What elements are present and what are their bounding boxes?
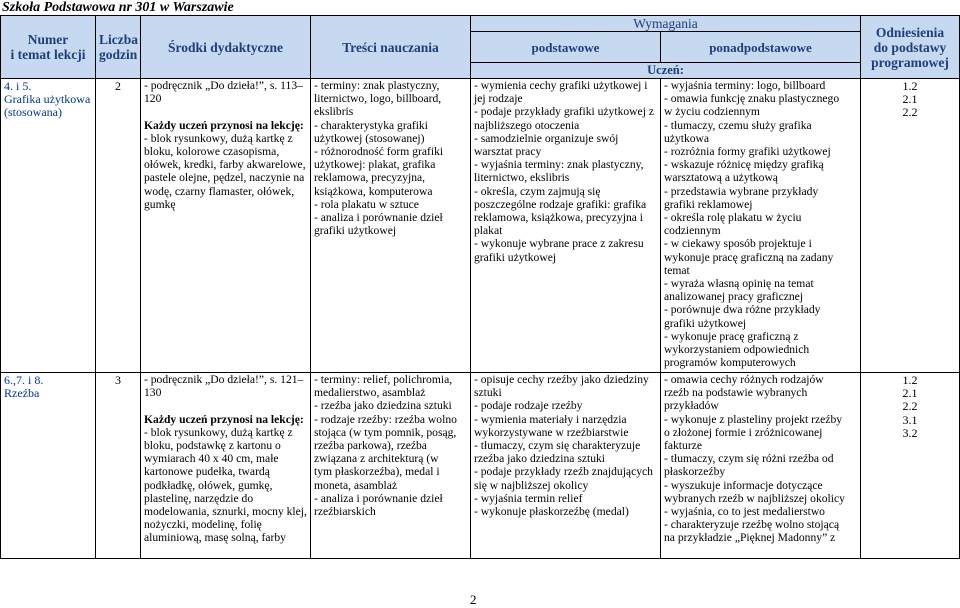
cell-line: wymiarach 40 x 40 cm, małe	[144, 452, 279, 466]
cell-line: najbliższego otoczenia	[474, 118, 580, 132]
cell-line: bloku, kolorowe czasopisma,	[144, 145, 280, 159]
cell-line	[144, 399, 307, 412]
cell-line: sztuki	[474, 386, 502, 400]
cell-line: - rola plakatu w sztuce	[314, 197, 419, 211]
cell-line: wykorzystaniem odpowiednich	[664, 343, 810, 357]
cell-line: - w ciekawy sposób projektuje i	[664, 237, 812, 251]
cell-line: - omawia funkcję znaku plastycznego	[664, 92, 840, 106]
cell-line: - wyjaśnia termin relief	[474, 491, 583, 505]
header-tresci: Treści nauczania	[311, 16, 471, 79]
cell-line: kartonowe pudełka, twardą	[144, 465, 270, 479]
cell-line: plakat	[474, 224, 503, 238]
cell-line: warsztat pracy	[474, 145, 542, 159]
srodki-cell	[141, 79, 311, 373]
cell-line: - blok rysunkowy, dużą kartkę z	[144, 131, 293, 145]
cell-line: bloku, podstawkę z kartonu o	[144, 439, 281, 453]
cell-line: - rodzaje rzeźby: rzeźba wolno	[314, 412, 457, 426]
cell-line: - rozróżnia formy grafiki użytkowej	[664, 145, 831, 159]
cell-line: moneta, asamblaż	[314, 478, 398, 492]
cell-line: 2.1	[902, 386, 918, 401]
cell-line: - wyszukuje informacje dotyczące	[664, 478, 823, 492]
cell-line: liternictwo, logo, billboard,	[314, 92, 442, 106]
refs-cell	[861, 79, 960, 373]
table-row	[1, 373, 960, 559]
podstawowe-cell	[471, 79, 661, 373]
cell-line: - tłumaczy, czym się różni rzeźba od	[664, 452, 834, 466]
cell-line: poszczególne rodzaje grafiki: grafika	[474, 197, 647, 211]
cell-line: - charakterystyka grafiki	[314, 118, 428, 132]
cell-line: płaskorzeźby	[664, 465, 726, 479]
cell-line: grafiki użytkowej	[664, 316, 747, 330]
cell-line: o złożonej formie i zróżnicowanej	[664, 425, 823, 439]
cell-line: - opisuje cechy rzeźby jako dziedziny	[474, 373, 649, 386]
header-wymagania: Wymagania	[471, 16, 861, 32]
table-body	[1, 79, 960, 559]
header-odniesienia-text: Odniesienia do podstawy programowej	[871, 24, 949, 70]
cell-line	[144, 105, 307, 118]
cell-line: przykładów	[664, 399, 719, 413]
cell-line: medalierstwo, asamblaż	[314, 386, 426, 400]
cell-line: ołówek, kredki, farby akwarelowe,	[144, 158, 306, 172]
cell-line: - omawia cechy różnych rodzajów	[664, 373, 824, 386]
cell-line: - określa rolę plakatu w życiu	[664, 211, 802, 225]
cell-line: książkowa, komputerowa	[314, 184, 433, 198]
hours-cell: 3	[96, 373, 141, 559]
header-godziny	[96, 16, 141, 79]
tresci-cell	[311, 79, 471, 373]
cell-line: pastele olejne, pędzel, naczynie na	[144, 171, 305, 185]
cell-line: - wykonuje pracę graficzną z	[664, 329, 799, 343]
cell-line: tym płaskorzeźba), medal i	[314, 465, 440, 479]
cell-line: - analiza i porównanie dzieł	[314, 491, 443, 505]
cell-line: wodę, czarny flamaster, ołówek,	[144, 184, 295, 198]
cell-line: rzeźb na podstawie wybranych	[664, 386, 808, 400]
header-ponadpodstawowe: ponadpodstawowe	[661, 32, 861, 63]
hours-cell: 2	[96, 79, 141, 373]
cell-line: warsztatową a użytkową	[664, 171, 778, 185]
cell-line: - podaje przykłady rzeźb znajdujących	[474, 465, 653, 479]
cell-line: - wyjaśnia terminy: logo, billboard	[664, 79, 826, 92]
cell-line: grafiki reklamowej	[664, 197, 753, 211]
cell-line: grafiki użytkowej	[474, 250, 557, 264]
cell-line: się w najbliższej okolicy	[474, 478, 589, 492]
header-srodki: Środki dydaktyczne	[141, 16, 311, 79]
ponadpodstawowe-cell	[661, 79, 861, 373]
table-row	[1, 79, 960, 373]
cell-line: 2.2	[902, 399, 918, 414]
cell-line: - wyjaśnia terminy: znak plastyczny,	[474, 158, 644, 172]
cell-line: - tłumaczy, czym się charakteryzuje	[474, 439, 641, 453]
cell-line: na przykładzie „Pięknej Madonny” z	[664, 531, 836, 545]
cell-line: fakturze	[664, 439, 702, 453]
cell-line: - podręcznik „Do dzieła!”, s. 121–	[144, 373, 304, 386]
tresci-cell	[311, 373, 471, 559]
cell-line: - analiza i porównanie dzieł	[314, 211, 443, 225]
refs-cell	[861, 373, 960, 559]
cell-line: 130	[144, 386, 162, 400]
cell-line: (stosowana)	[4, 105, 62, 120]
cell-line: podkładkę, ołówek, gumkę,	[144, 478, 273, 492]
cell-line: 1.2	[902, 373, 918, 387]
header-numer	[1, 16, 96, 79]
topic-cell	[1, 79, 96, 373]
cell-line: użytkowej: plakat, grafika	[314, 158, 436, 172]
cell-line: ekslibris	[314, 105, 354, 119]
cell-line: Każdy uczeń przynosi na lekcję:	[144, 118, 304, 132]
cell-line: Grafika użytkowa	[4, 92, 91, 107]
school-title: Szkoła Podstawowa nr 301 w Warszawie	[2, 0, 234, 15]
cell-line: - porównuje dwa różne przykłady	[664, 303, 821, 317]
cell-line: użytkowej (stosowanej)	[314, 131, 425, 145]
cell-line: reklamowa, książkowa, precyzyjna i	[474, 211, 644, 225]
cell-line: - podręcznik „Do dzieła!”, s. 113–	[144, 79, 303, 92]
cell-line: - charakteryzuje rzeźbę wolno stojącą	[664, 518, 840, 532]
cell-line: wykonuje pracę graficzną na zadany	[664, 250, 834, 264]
header-uczen: Uczeń:	[471, 63, 861, 79]
cell-line: Każdy uczeń przynosi na lekcję:	[144, 412, 304, 426]
cell-line: Rzeźba	[4, 386, 40, 401]
cell-line: - wykonuje płaskorzeźbę (medal)	[474, 505, 629, 519]
topic-cell	[1, 373, 96, 559]
cell-line: - różnorodność form grafiki	[314, 145, 444, 159]
curriculum-table	[0, 15, 960, 559]
cell-line: - samodzielnie organizuje swój	[474, 131, 619, 145]
cell-line: analizowanej pracy graficznej	[664, 290, 804, 304]
cell-line: codziennym	[664, 224, 721, 238]
cell-line: wybranych rzeźb w najbliższej okolicy	[664, 491, 845, 505]
cell-line: modelowania, sznurki, mocny klej,	[144, 505, 307, 519]
cell-line: użytkowa	[664, 131, 710, 145]
cell-line: nożyczki, modelinę, folię	[144, 518, 262, 532]
cell-line: plastelinę, narzędzie do	[144, 491, 254, 505]
cell-line: - określa, czym zajmują się	[474, 184, 601, 198]
cell-line: - terminy: znak plastyczny,	[314, 79, 440, 92]
cell-line: - podaje przykłady grafiki użytkowej z	[474, 105, 654, 119]
cell-line: stojąca (w tym pomnik, posąg,	[314, 425, 457, 439]
cell-line: gumkę	[144, 197, 176, 211]
cell-line: 6.,7. i 8.	[4, 373, 44, 387]
header-godziny-text: Liczba godzin	[99, 32, 138, 62]
cell-line: związana z architekturą (w	[314, 452, 439, 466]
cell-line: jej rodzaje	[474, 92, 523, 106]
cell-line: temat	[664, 263, 690, 277]
ponadpodstawowe-cell	[661, 373, 861, 559]
cell-line: rzeźba jako dziedzina sztuki	[474, 452, 606, 466]
cell-line: - wymienia materiały i narzędzia	[474, 412, 627, 426]
cell-line: 120	[144, 92, 162, 106]
cell-line: - tłumaczy, czemu służy grafika	[664, 118, 812, 132]
cell-line: - wymienia cechy grafiki użytkowej i	[474, 79, 648, 92]
cell-line: 3.1	[902, 412, 918, 427]
cell-line: 1.2	[902, 79, 918, 93]
cell-line: - przedstawia wybrane przykłady	[664, 184, 819, 198]
cell-line: w życiu codziennym	[664, 105, 760, 119]
cell-line: 2.2	[902, 105, 918, 120]
cell-line: - blok rysunkowy, dużą kartkę z	[144, 425, 293, 439]
cell-line: wykorzystywane w rzeźbiarstwie	[474, 425, 629, 439]
cell-line: rzeźba parkowa), rzeźba	[314, 439, 427, 453]
page-number: 2	[470, 592, 477, 607]
header-podstawowe: podstawowe	[471, 32, 661, 63]
srodki-cell	[141, 373, 311, 559]
cell-line: rzeźbiarskich	[314, 505, 376, 519]
cell-line: - terminy: relief, polichromia,	[314, 373, 453, 386]
cell-line: 4. i 5.	[4, 79, 32, 93]
cell-line: programów komputerowych	[664, 356, 796, 370]
cell-line: 3.2	[902, 425, 918, 440]
cell-line: - rzeźba jako dziedzina sztuki	[314, 399, 452, 413]
cell-line: - wskazuje różnicę między grafiką	[664, 158, 824, 172]
cell-line: liternictwo, ekslibris	[474, 171, 570, 185]
cell-line: - wyjaśnia, co to jest medalierstwo	[664, 505, 825, 519]
cell-line: reklamowa, precyzyjna,	[314, 171, 426, 185]
cell-line: 2.1	[902, 92, 918, 107]
cell-line: aluminiową, masę solną, farby	[144, 531, 286, 545]
header-numer-text: Numer i temat lekcji	[10, 32, 86, 62]
cell-line: - wyraża własną opinię na temat	[664, 277, 814, 291]
cell-line: - wykonuje wybrane prace z zakresu	[474, 237, 644, 251]
cell-line: - podaje rodzaje rzeźby	[474, 399, 583, 413]
podstawowe-cell	[471, 373, 661, 559]
cell-line: - wykonuje z plasteliny projekt rzeźby	[664, 412, 843, 426]
header-odniesienia	[861, 16, 960, 79]
cell-line: grafiki użytkowej	[314, 224, 397, 238]
